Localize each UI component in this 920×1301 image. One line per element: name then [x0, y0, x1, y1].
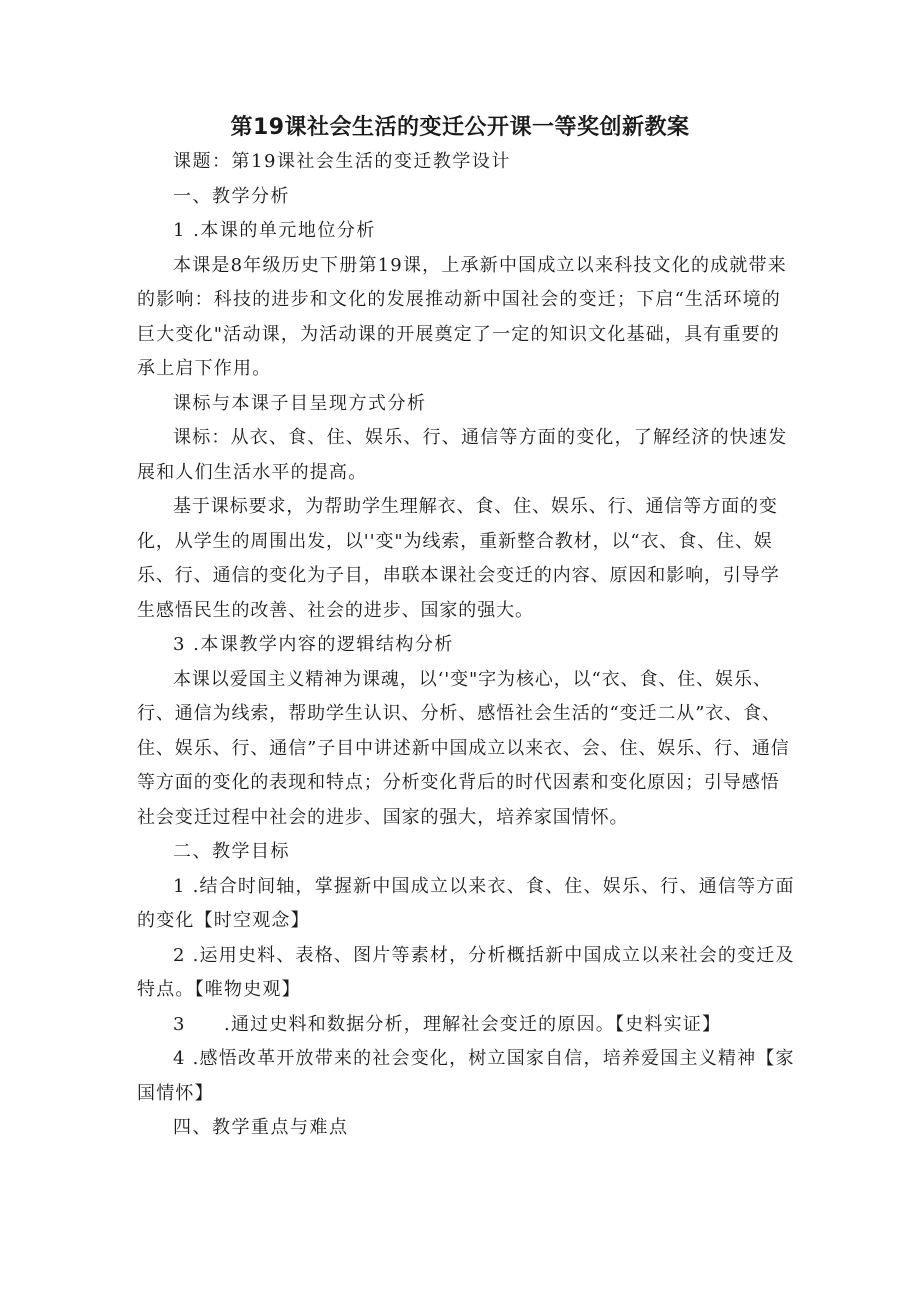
- paragraph-logic-structure: 本课以爱国主义精神为课魂，以‘'变"字为核心，以“衣、食、住、娱乐、行、通信为线索，帮助学生认识、分析、感悟社会生活的“变迁二从”衣、食、住、娱乐、行、通信”子目中讲述新中国成立以来衣、会、住、娱乐、行、通信等方面的变化的表现和特点；分析变化背后的时代因素和变化原因；引导感悟社会变迁过程中社会的进步、国家的强大，培养家国情怀。: [137, 668, 790, 828]
- subsection-heading-logic-structure: 3 .本课教学内容的逻辑结构分析: [173, 634, 454, 655]
- paragraph-unit-position: 本课是8年级历史下册第19课，上承新中国成立以来科技文化的成就带来的影响：科技的进步和文化的发展推动新中国社会的变迁；下启“生活环境的巨大变化"活动课，为活动课的开展奠定了一定的知识文化基础，具有重要的承上启下作用。: [137, 254, 787, 379]
- subsection-heading-unit-position: 1 .本课的单元地位分析: [173, 220, 376, 241]
- goal-item-2: 2 .运用史料、表格、图片等素材，分析概括新中国成立以来社会的变迁及特点。【唯物史观】: [137, 944, 795, 1000]
- subsection-heading-curriculum: 课标与本课子目呈现方式分析: [173, 392, 427, 414]
- goal-item-4: 4 .感悟改革开放带来的社会变化，树立国家自信，培养爱国主义精神【家国情怀】: [137, 1048, 795, 1104]
- goal-item-3: 3 .通过史料和数据分析，理解社会变迁的原因。【史料实证】: [173, 1013, 722, 1035]
- section-heading-key-points: 四、教学重点与难点: [173, 1117, 349, 1138]
- lesson-topic: 课题：第19课社会生活的变迁教学设计: [173, 151, 511, 172]
- paragraph-curriculum-standard: 课标：从衣、食、住、娱乐、行、通信等方面的变化，了解经济的快速发展和人们生活水平的提高。: [137, 427, 788, 483]
- document-title: 第19课社会生活的变迁公开课一等奖创新教案: [230, 115, 690, 140]
- document-body: [137, 145, 797, 1146]
- goal-item-1: 1 .结合时间轴，掌握新中国成立以来衣、食、住、娱乐、行、通信等方面的变化【时空观念】: [137, 875, 795, 931]
- section-heading-teaching-goals: 二、教学目标: [173, 841, 290, 862]
- paragraph-curriculum-approach: 基于课标要求，为帮助学生理解衣、食、住、娱乐、行、通信等方面的变化，从学生的周围出发，以''变"为线索，重新整合教材，以“衣、食、住、娱乐、行、通信的变化为子目，串联本课社会变迁的内容、原因和影响，引导学生感悟民生的改善、社会的进步、国家的强大。: [137, 496, 780, 621]
- section-heading-teaching-analysis: 一、教学分析: [173, 185, 290, 207]
